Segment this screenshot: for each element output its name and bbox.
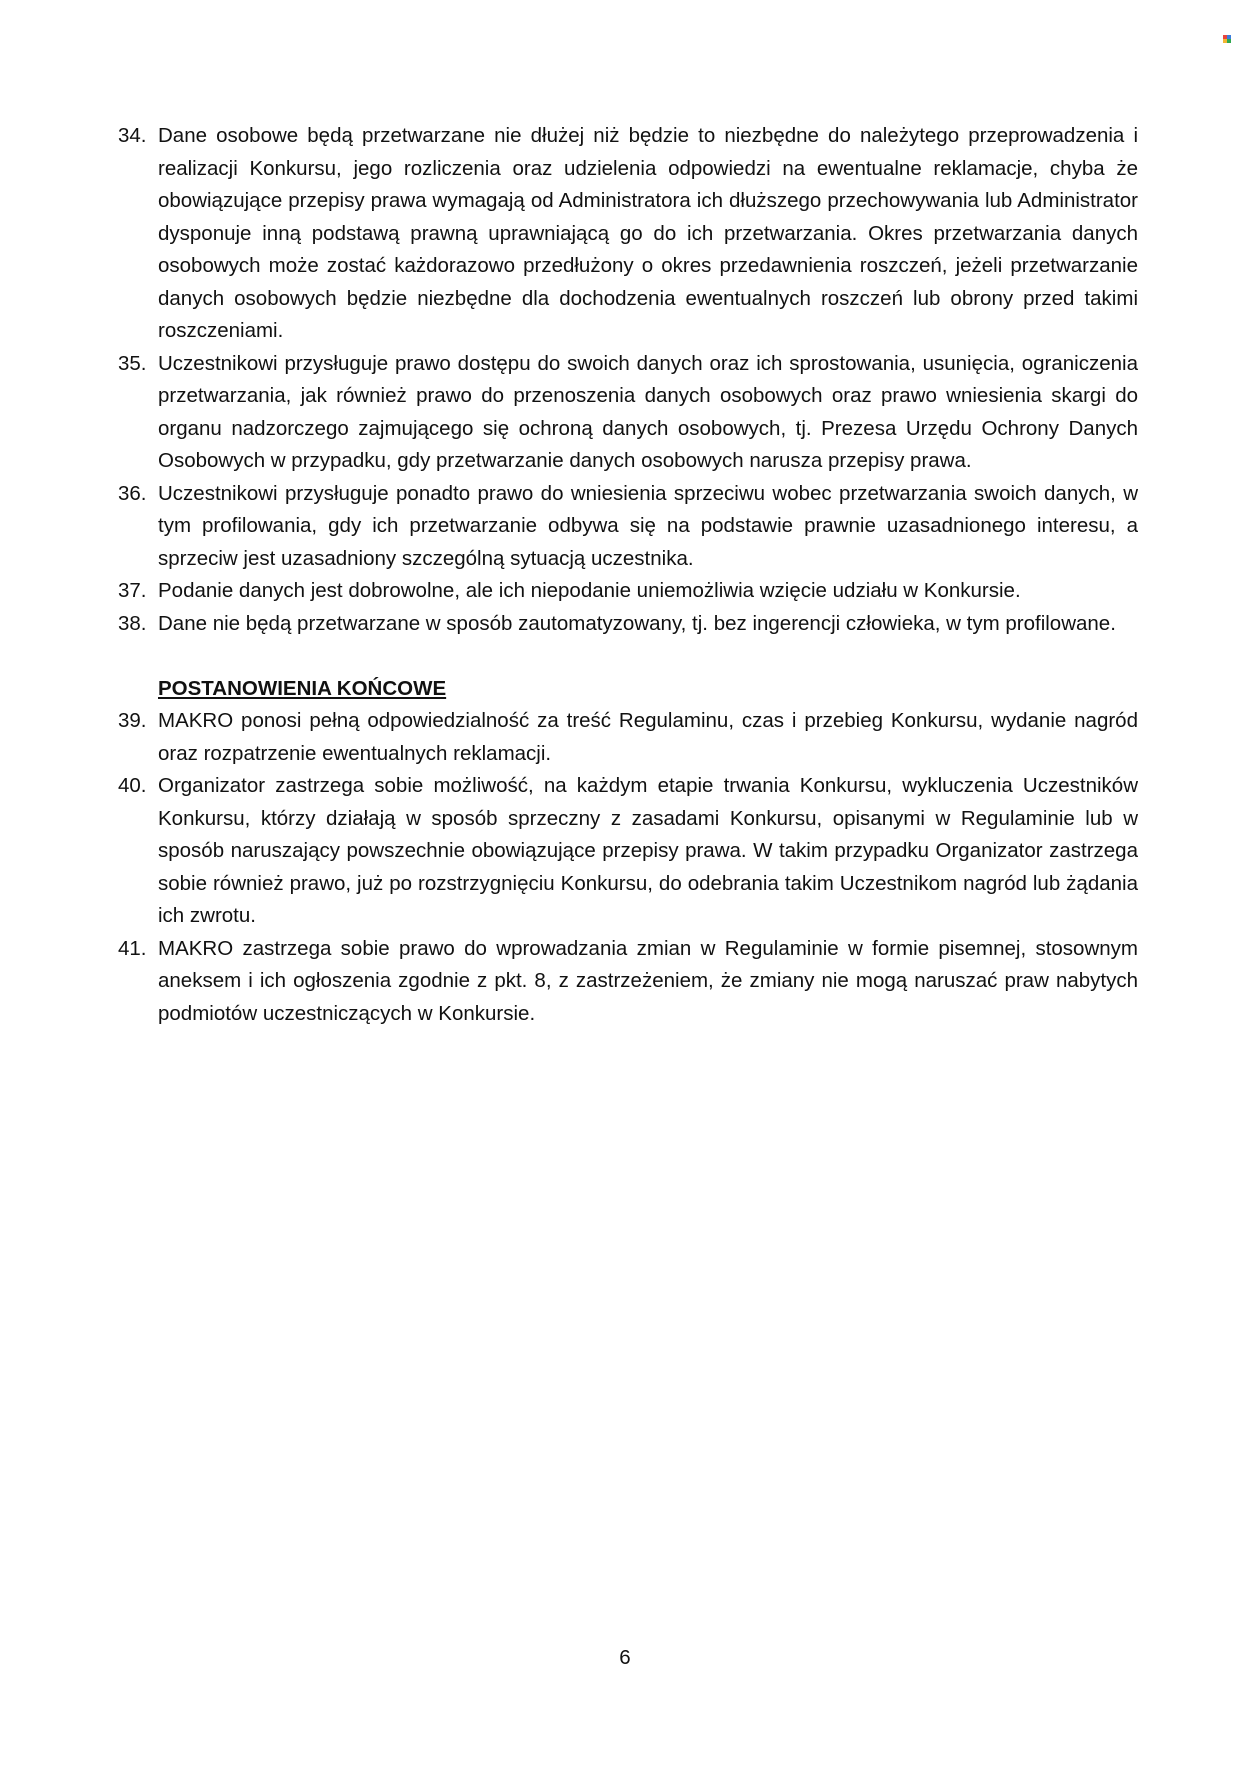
corner-logo-icon-green [1227,39,1231,43]
numbered-list-part1 [118,120,1138,640]
list-item-38 [118,608,1138,641]
item-text: Uczestnikowi przysługuje ponadto prawo do wniesienia sprzeciwu wobec przetwarzania swoich danych, w tym profilowania, gdy ich przetwarzanie odbywa się na podstawie prawnie uzasadnionego interesu, a sprzeciw jest uzasadniony szczególną sytuacją uczestnika. [158,481,1138,570]
list-item-34 [118,120,1138,348]
item-text: MAKRO ponosi pełną odpowiedzialność za treść Regulaminu, czas i przebieg Konkursu, wydanie nagród oraz rozpatrzenie ewentualnych reklamacji. [158,709,1138,765]
item-number: 40. [118,774,147,797]
item-text: MAKRO zastrzega sobie prawo do wprowadzania zmian w Regulaminie w formie pisemnej, stosownym aneksem i ich ogłoszenia zgodnie z pkt. 8, z zastrzeżeniem, że zmiany nie mogą naruszać praw nabytych podmiotów uczestniczących w Konkursie. [158,936,1138,1025]
section-heading: POSTANOWIENIA KOŃCOWE [158,676,447,700]
item-number: 39. [118,709,147,732]
item-number: 34. [118,124,147,147]
item-number: 35. [118,351,147,375]
item-number: 41. [118,936,147,960]
list-item-36 [118,478,1138,576]
corner-logo-icon [1223,35,1231,43]
list-item-35 [118,348,1138,478]
item-number: 36. [118,481,147,505]
list-item-37 [118,575,1138,608]
item-text: Dane nie będą przetwarzane w sposób zautomatyzowany, tj. bez ingerencji człowieka, w tym profilowane. [158,611,1116,635]
list-item-40 [118,770,1138,933]
item-text: Organizator zastrzega sobie możliwość, na każdym etapie trwania Konkursu, wykluczenia Uczestników Konkursu, którzy działają w sposób sprzeczny z zasadami Konkursu, opisanymi w Regulaminie lub w sposób naruszający powszechnie obowiązujące przepisy prawa. W takim przypadku Organizator zastrzega sobie również prawo, już po rozstrzygnięciu Konkursu, do odebrania takim Uczestnikom nagród lub żądania ich zwrotu. [158,774,1138,927]
item-text: Uczestnikowi przysługuje prawo dostępu do swoich danych oraz ich sprostowania, usunięcia, ograniczenia przetwarzania, jak również prawo do przenoszenia danych osobowych oraz prawo wniesienia skargi do organu nadzorczego zajmującego się ochroną danych osobowych, tj. Prezesa Urzędu Ochrony Danych Osobowych w przypadku, gdy przetwarzanie danych osobowych narusza przepisy prawa. [158,351,1138,472]
page-number: 6 [619,1646,631,1669]
item-number: 38. [118,611,147,635]
list-item-41 [118,933,1138,1031]
item-text: Podanie danych jest dobrowolne, ale ich niepodanie uniemożliwia wzięcie udziału w Konkursie. [158,579,1021,602]
item-text: Dane osobowe będą przetwarzane nie dłużej niż będzie to niezbędne do należytego przeprowadzenia i realizacji Konkursu, jego rozliczenia oraz udzielenia odpowiedzi na ewentualne reklamacje, chyba że obowiązujące przepisy prawa wymagają od Administratora ich dłuższego przechowywania lub Administrator dysponuje inną podstawą prawną uprawniającą go do ich przetwarzania. Okres przetwarzania danych osobowych może zostać każdorazowo przedłużony o okres przedawnienia roszczeń, jeżeli przetwarzanie danych osobowych będzie niezbędne dla dochodzenia ewentualnych roszczeń lub obrony przed takimi roszczeniami. [158,124,1138,342]
item-number: 37. [118,579,147,602]
document-body [118,120,1138,1030]
numbered-list-part2 [118,705,1138,1030]
list-item-39 [118,705,1138,770]
